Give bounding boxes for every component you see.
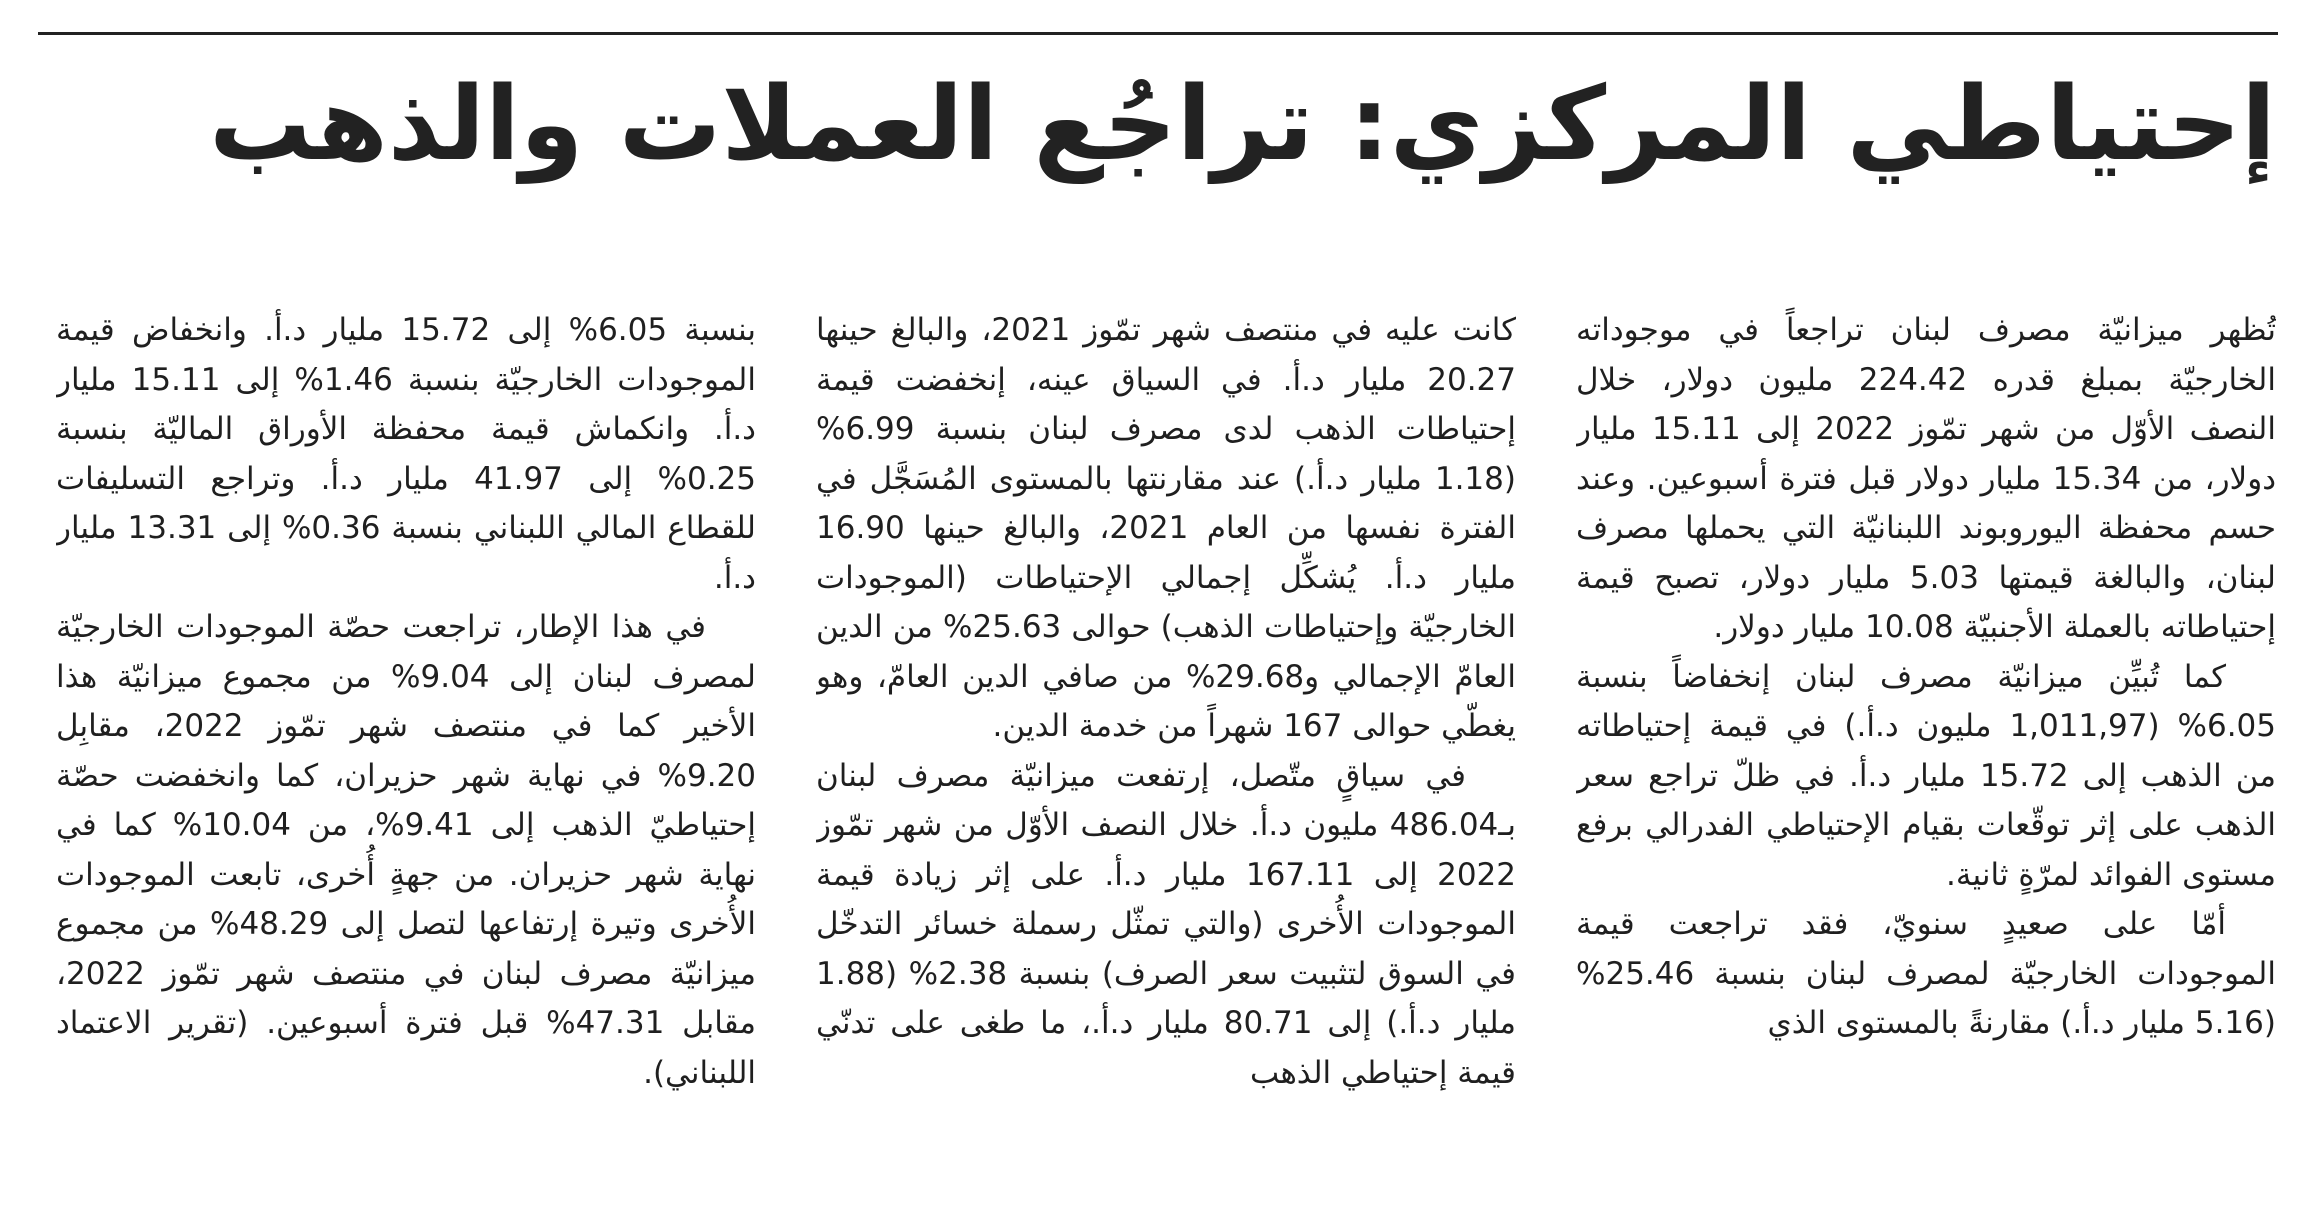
column-2-paragraph-2: في سياقٍ متّصل، إرتفعت ميزانيّة مصرف لبنان بـ486.04 مليون د.أ. خلال النصف الأوّل من شهر تمّوز 2022 إلى 167.11 مليار د.أ. على إثر زيادة قيمة الموجودات الأُخرى (والتي تمثّل رسملة خسائر التدخّل في السوق لتثبيت سعر الصرف) بنسبة 2.38% (1.88 مليار د.أ.) إلى 80.71 مليار د.أ.، ما طغى على تدنّي قيمة إحتياطي الذهب <box>816 757 1516 1091</box>
article-headline: إحتياطي المركزي: تراجُع العملات والذهب <box>209 65 2276 184</box>
article-column-2 <box>816 306 1516 1206</box>
top-divider-rule <box>38 32 2278 35</box>
article-column-1 <box>1576 306 2276 1206</box>
column-2-paragraph-1: كانت عليه في منتصف شهر تمّوز 2021، والبالغ حينها 20.27 مليار د.أ. في السياق عينه، إنخفضت قيمة إحتياطات الذهب لدى مصرف لبنان بنسبة 6.99% (1.18 مليار د.أ.) عند مقارنتها بالمستوى المُسَجَّل في الفترة نفسها من العام 2021، والبالغ حينها 16.90 مليار د.أ. يُشكِّل إجمالي الإحتياطات (الموجودات الخارجيّة وإحتياطات الذهب) حوالى 25.63% من الدين العامّ الإجمالي و29.68% من صافي الدين العامّ، وهو يغطّي حوالى 167 شهراً من خدمة الدين. <box>816 312 1516 744</box>
column-3-paragraph-1: بنسبة 6.05% إلى 15.72 مليار د.أ. وانخفاض قيمة الموجودات الخارجيّة بنسبة 1.46% إلى 15.11 مليار د.أ. وانكماش قيمة محفظة الأوراق الماليّة بنسبة 0.25% إلى 41.97 مليار د.أ. وتراجع التسليفات للقطاع المالي اللبناني بنسبة 0.36% إلى 13.31 مليار د.أ. <box>56 312 756 596</box>
column-1-paragraph-1: تُظهر ميزانيّة مصرف لبنان تراجعاً في موجوداته الخارجيّة بمبلغ قدره 224.42 مليون دولار، خلال النصف الأوّل من شهر تمّوز 2022 إلى 15.11 مليار دولار، من 15.34 مليار دولار قبل فترة أسبوعين. وعند حسم محفظة اليوروبوند اللبنانيّة التي يحملها مصرف لبنان، والبالغة قيمتها 5.03 مليار دولار، تصبح قيمة إحتياطاته بالعملة الأجنبيّة 10.08 مليار دولار. <box>1576 312 2276 645</box>
column-1-paragraph-3: أمّا على صعيدٍ سنويّ، فقد تراجعت قيمة الموجودات الخارجيّة لمصرف لبنان بنسبة 25.46% (5.16 مليار د.أ.) مقارنةً بالمستوى الذي <box>1576 906 2276 1041</box>
column-1-paragraph-2: كما تُبيِّن ميزانيّة مصرف لبنان إنخفاضاً بنسبة 6.05% (1,011,97 مليون د.أ.) في قيمة إحتياطاته من الذهب إلى 15.72 مليار د.أ. في ظلّ تراجع سعر الذهب على إثر توقّعات بقيام الإحتياطي الفدرالي برفع مستوى الفوائد لمرّةٍ ثانية. <box>1576 658 2276 893</box>
article-column-3 <box>56 306 756 1206</box>
column-3-paragraph-2: في هذا الإطار، تراجعت حصّة الموجودات الخارجيّة لمصرف لبنان إلى 9.04% من مجموع ميزانيّة هذا الأخير كما في منتصف شهر تمّوز 2022، مقابِل 9.20% في نهاية شهر حزيران، كما وانخفضت حصّة إحتياطيّ الذهب إلى 9.41%، من 10.04% كما في نهاية شهر حزيران. من جهةٍ أُخرى، تابعت الموجودات الأُخرى وتيرة إرتفاعها لتصل إلى 48.29% من مجموع ميزانيّة مصرف لبنان في منتصف شهر تمّوز 2022، مقابل 47.31% قبل فترة أسبوعين. (تقرير الاعتماد اللبناني). <box>56 609 756 1091</box>
